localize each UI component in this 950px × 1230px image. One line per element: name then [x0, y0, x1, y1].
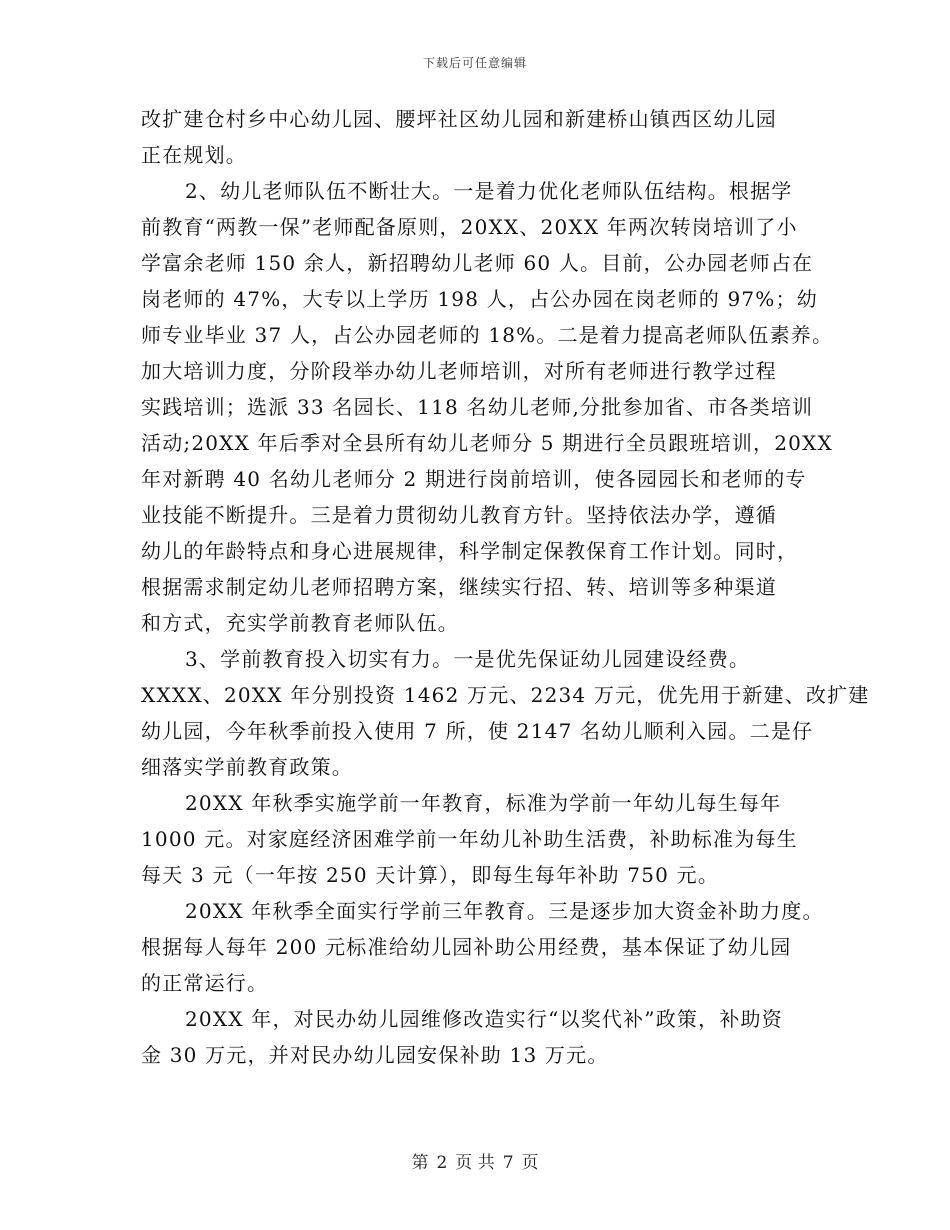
text-line: XXXX、20XX 年分别投资 1462 万元、2234 万元，优先用于新建、改扩建 [141, 683, 870, 707]
footer-middle: 页 共 [455, 1153, 495, 1173]
page-footer [0, 1148, 950, 1173]
text-line: 每天 3 元（一年按 250 天计算），即每生每年补助 750 元。 [141, 863, 720, 887]
text-line: 岗老师的 47%，大专以上学历 198 人，占公办园在岗老师的 97%；幼 [141, 287, 818, 311]
text-line: 20XX 年秋季实施学前一年教育，标准为学前一年幼儿每生每年 [185, 791, 782, 815]
text-line: 正在规划。 [141, 143, 247, 167]
text-line: 1000 元。对家庭经济困难学前一年幼儿补助生活费，补助标准为每生 [141, 827, 798, 851]
text-line: 金 30 万元，并对民办幼儿园安保补助 13 万元。 [141, 1043, 609, 1067]
text-line: 20XX 年秋季全面实行学前三年教育。三是逐步加大资金补助力度。 [185, 899, 824, 923]
text-line: 年对新聘 40 名幼儿老师分 2 期进行岗前培训，使各园园长和老师的专 [141, 467, 807, 491]
text-line: 2、幼儿老师队伍不断壮大。一是着力优化老师队伍结构。根据学 [185, 179, 793, 203]
text-line: 根据每人每年 200 元标准给幼儿园补助公用经费，基本保证了幼儿园 [141, 935, 792, 959]
text-line: 和方式，充实学前教育老师队伍。 [141, 611, 459, 635]
text-line: 前教育“两教一保”老师配备原则，20XX、20XX 年两次转岗培训了小 [141, 215, 798, 239]
text-line: 细落实学前教育政策。 [141, 755, 353, 779]
text-line: 师专业毕业 37 人，占公办园老师的 18%。二是着力提高老师队伍素养。 [141, 323, 834, 347]
footer-suffix: 页 [521, 1153, 539, 1173]
text-line: 的正常运行。 [141, 971, 269, 995]
text-line: 20XX 年，对民办幼儿园维修改造实行“以奖代补”政策，补助资 [185, 1007, 783, 1031]
text-line: 3、学前教育投入切实有力。一是优先保证幼儿园建设经费。 [185, 647, 751, 671]
text-line: 业技能不断提升。三是着力贯彻幼儿教育方针。坚持依法办学，遵循 [141, 503, 777, 527]
footer-page-number: 2 [436, 1153, 448, 1173]
footer-prefix: 第 [411, 1153, 429, 1173]
text-line: 幼儿园，今年秋季前投入使用 7 所，使 2147 名幼儿顺利入园。二是仔 [141, 719, 814, 743]
text-line: 改扩建仓村乡中心幼儿园、腰坪社区幼儿园和新建桥山镇西区幼儿园 [141, 107, 777, 131]
text-line: 实践培训；选派 33 名园长、118 名幼儿老师,分批参加省、市各类培训 [141, 395, 814, 419]
text-line: 加大培训力度，分阶段举办幼儿老师培训，对所有老师进行教学过程 [141, 359, 777, 383]
page-header: 下载后可任意编辑 [422, 56, 527, 70]
footer-total-pages: 7 [502, 1153, 514, 1173]
document-body [141, 101, 870, 1073]
text-line: 学富余老师 150 余人，新招聘幼儿老师 60 人。目前，公办园老师占在 [141, 251, 814, 275]
text-line: 活动;20XX 年后季对全县所有幼儿老师分 5 期进行全员跟班培训，20XX [141, 431, 833, 455]
text-line: 幼儿的年龄特点和身心进展规律，科学制定保教保育工作计划。同时， [141, 539, 799, 563]
text-line: 根据需求制定幼儿老师招聘方案，继续实行招、转、培训等多种渠道 [141, 575, 777, 599]
